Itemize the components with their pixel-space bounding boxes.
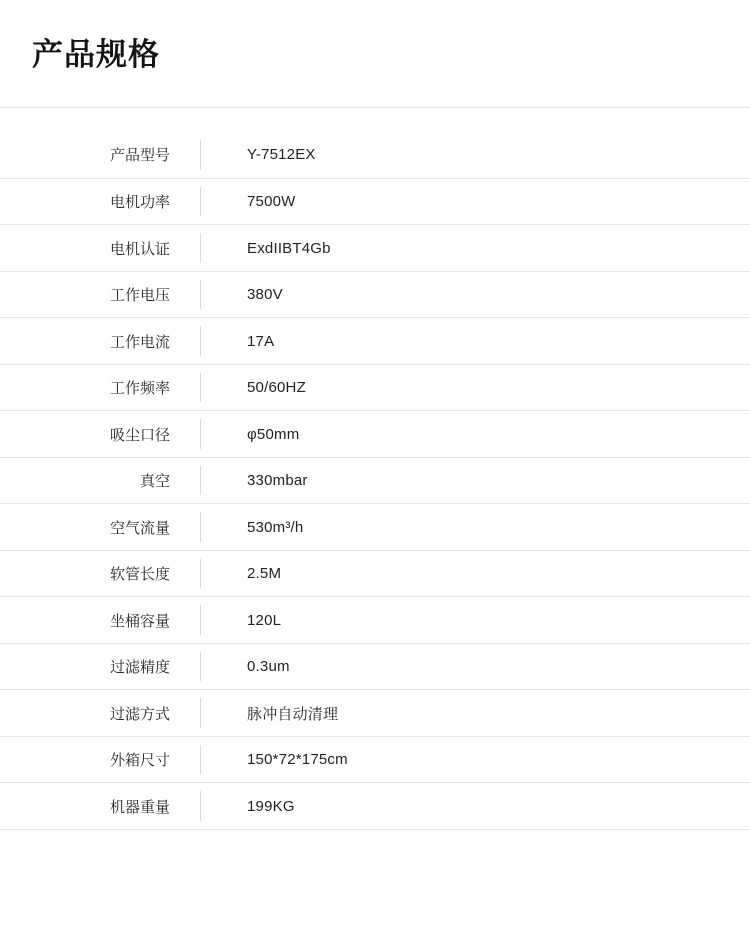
- column-separator: [200, 504, 201, 551]
- spec-label-cell: [0, 457, 200, 504]
- spec-label-cell: [0, 364, 200, 411]
- spec-value-cell: 7500W: [201, 178, 750, 225]
- column-separator: [200, 736, 201, 783]
- spec-label-text: 电机功率: [109, 194, 170, 211]
- spec-label-text: 工作频率: [109, 380, 170, 397]
- spec-label-text: 电机认证: [109, 240, 170, 258]
- spec-label-text: 产品型号: [109, 147, 170, 165]
- spec-label-cell: [0, 643, 200, 690]
- spec-label-text: 坐桶容量: [109, 612, 170, 630]
- column-separator: [200, 132, 201, 179]
- spec-label-text: 过滤精度: [109, 659, 170, 676]
- title-block: [0, 0, 750, 75]
- table-row: [0, 643, 750, 690]
- column-separator: [200, 783, 201, 830]
- spec-label-cell: [0, 690, 200, 737]
- spec-label-text: 吸尘口径: [109, 426, 170, 444]
- spec-label-text: 外箱尺寸: [109, 752, 170, 769]
- spec-value-cell: Y-7512EX: [201, 132, 750, 179]
- table-row: [0, 690, 750, 737]
- spec-label-cell: [0, 504, 200, 551]
- spec-label-cell: [0, 271, 200, 318]
- column-separator: [200, 364, 201, 411]
- spec-label-cell: [0, 783, 200, 830]
- spec-label-text: 机器重量: [109, 798, 170, 816]
- spec-value-cell: 17A: [201, 318, 750, 365]
- page-title: 产品规格: [32, 37, 160, 72]
- spec-value-cell: 530m³/h: [201, 504, 750, 551]
- table-row: [0, 132, 750, 179]
- table-row: [0, 225, 750, 272]
- footer-spacer: [0, 830, 750, 890]
- spec-value-cell: 2.5M: [201, 550, 750, 597]
- column-separator: [200, 690, 201, 737]
- specification-table-body: [0, 132, 750, 830]
- spec-label-cell: [0, 597, 200, 644]
- spec-label-cell: [0, 411, 200, 458]
- spec-label-cell: [0, 225, 200, 272]
- spec-value-cell: 50/60HZ: [201, 364, 750, 411]
- spec-label-cell: [0, 318, 200, 365]
- spec-value-cell: 380V: [201, 271, 750, 318]
- table-row: [0, 364, 750, 411]
- title-divider: [0, 107, 750, 108]
- spec-label-text: 工作电流: [109, 333, 170, 351]
- table-row: [0, 736, 750, 783]
- table-row: [0, 271, 750, 318]
- spec-label-text: 软管长度: [109, 566, 170, 583]
- column-separator: [200, 643, 201, 690]
- column-separator: [200, 411, 201, 458]
- table-row: [0, 597, 750, 644]
- spec-label-cell: [0, 178, 200, 225]
- spec-value-cell: 150*72*175cm: [201, 736, 750, 783]
- specification-table: [0, 132, 750, 830]
- table-row: [0, 504, 750, 551]
- spec-value-cell: 0.3um: [201, 643, 750, 690]
- spec-value-cell: 脉冲自动清理: [201, 690, 750, 737]
- spec-label-text: 工作电压: [109, 287, 170, 304]
- table-row: [0, 411, 750, 458]
- column-separator: [200, 178, 201, 225]
- column-separator: [200, 550, 201, 597]
- column-separator: [200, 457, 201, 504]
- spec-value-cell: 330mbar: [201, 457, 750, 504]
- spec-value-cell: 199KG: [201, 783, 750, 830]
- column-separator: [200, 597, 201, 644]
- table-row: [0, 318, 750, 365]
- column-separator: [200, 271, 201, 318]
- column-separator: [200, 225, 201, 272]
- spec-label-text: 过滤方式: [109, 705, 170, 723]
- table-row: [0, 550, 750, 597]
- spec-label-cell: [0, 132, 200, 179]
- spec-label-text: 空气流量: [109, 519, 170, 537]
- table-row: [0, 783, 750, 830]
- spec-label-text: 真空: [139, 473, 170, 490]
- spec-value-cell: φ50mm: [201, 411, 750, 458]
- spec-value-cell: 120L: [201, 597, 750, 644]
- spec-label-cell: [0, 736, 200, 783]
- spec-value-cell: ExdIIBT4Gb: [201, 225, 750, 272]
- table-row: [0, 178, 750, 225]
- spec-label-cell: [0, 550, 200, 597]
- column-separator: [200, 318, 201, 365]
- table-row: [0, 457, 750, 504]
